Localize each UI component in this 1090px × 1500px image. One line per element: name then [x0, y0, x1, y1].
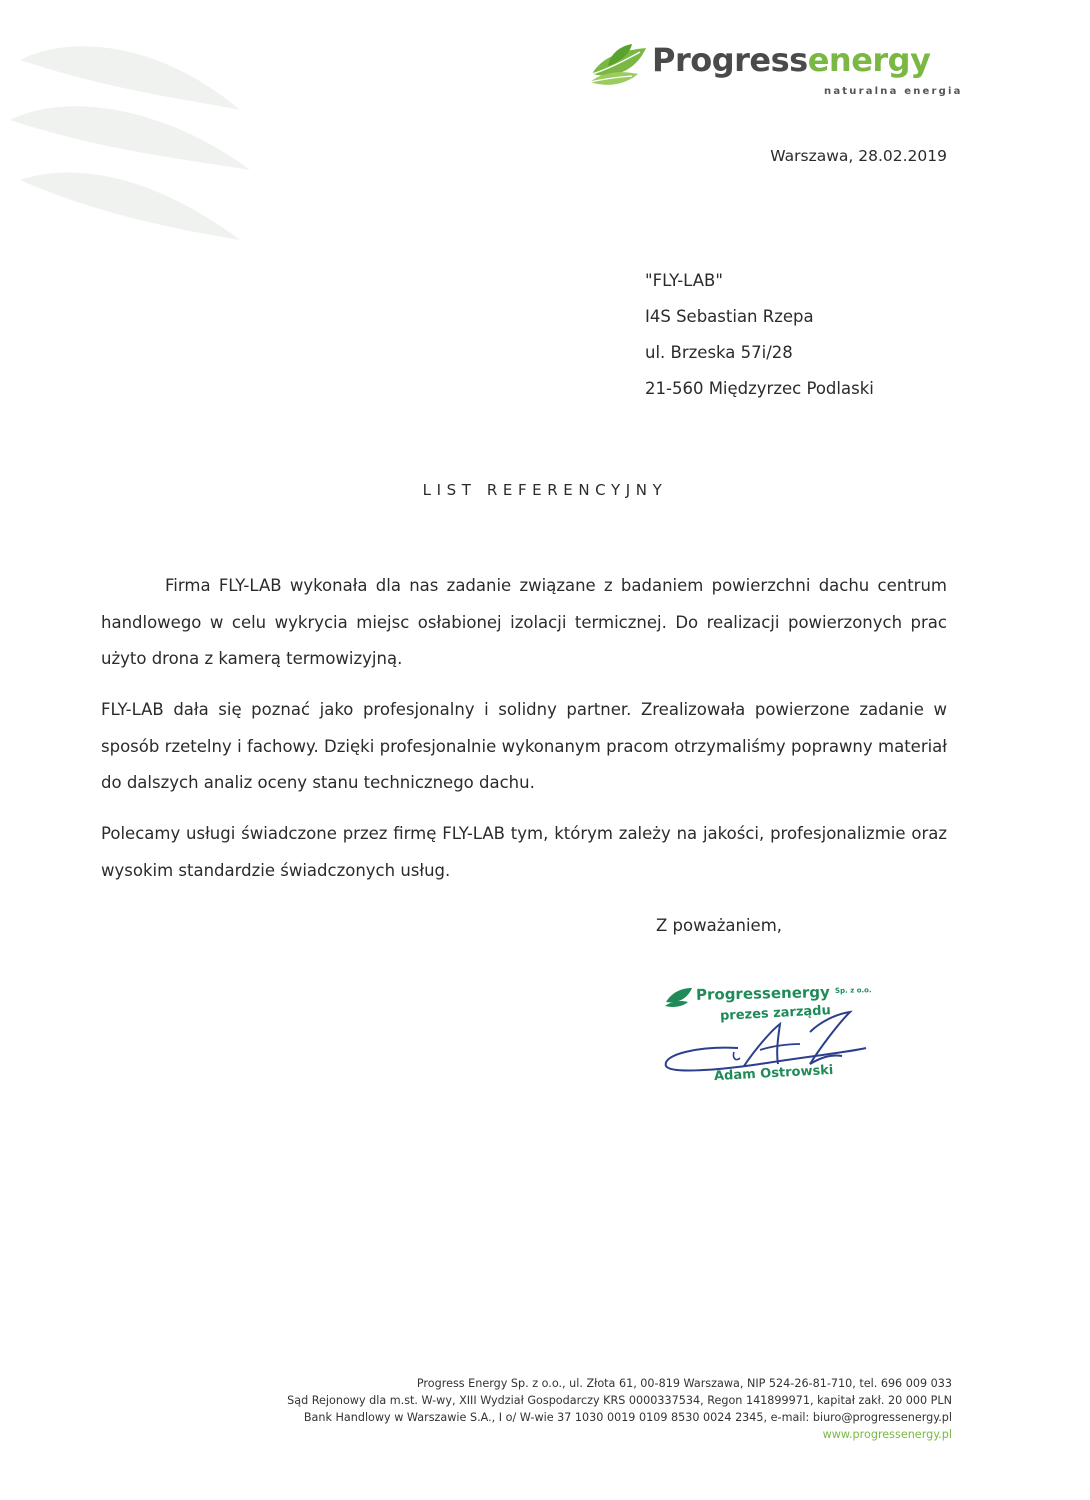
stamp-leaf-icon — [664, 986, 694, 1008]
stamp-brand — [696, 982, 872, 1004]
leaf-logo-icon — [588, 44, 650, 88]
footer-website: www.progressenergy.pl — [822, 1428, 952, 1441]
recipient-line: I4S Sebastian Rzepa — [645, 307, 814, 326]
footer-line: Bank Handlowy w Warszawie S.A., I o/ W-wie 37 1030 0019 0109 8530 0024 2345, e-mail: biuro@progressenergy.pl — [303, 1411, 952, 1424]
body-paragraph-1: Firma FLY-LAB wykonała dla nas zadanie związane z badaniem powierzchni dachu centrum handlowego w celu wykrycia miejsc osłabionej izolacji termicznej. Do realizacji powierzonych prac użyto drona z kamerą termowizyjną. — [101, 576, 947, 668]
letter-footer — [287, 1375, 952, 1443]
closing-salutation: Z poważaniem, — [656, 916, 783, 935]
leaf-watermark-icon — [0, 20, 270, 280]
letter-title: LIST REFERENCYJNY — [422, 481, 668, 499]
stamp-brand-name: Progressenergy — [695, 983, 830, 1004]
footer-line: Sąd Rejonowy dla m.st. W-wy, XIII Wydział Gospodarczy KRS 0000337534, Regon 141899971, kapitał zakł. 20 000 PLN — [287, 1394, 952, 1407]
company-stamp — [660, 978, 920, 1093]
logo-wordmark — [652, 41, 931, 79]
recipient-line: ul. Brzeska 57i/28 — [645, 343, 793, 362]
body-paragraph-2: FLY-LAB dała się poznać jako profesjonalny i solidny partner. Zrealizowała powierzone zadanie w sposób rzetelny i fachowy. Dzięki profesjonalnie wykonanym pracom otrzymaliśmy poprawny materiał do dalszych analiz oceny stanu technicznego dachu. — [101, 700, 947, 792]
logo-tagline: naturalna energia — [824, 86, 963, 97]
recipient-line: 21-560 Międzyrzec Podlaski — [645, 379, 874, 398]
recipient-line: "FLY-LAB" — [645, 271, 723, 290]
footer-line: Progress Energy Sp. z o.o., ul. Złota 61, 00-819 Warszawa, NIP 524-26-81-710, tel. 696 009 033 — [416, 1377, 952, 1390]
stamp-role: prezes zarządu — [719, 1003, 832, 1024]
logo-word-progress: Progress — [652, 41, 808, 79]
stamp-brand-suffix: Sp. z o.o. — [834, 986, 872, 995]
recipient-address — [645, 263, 874, 407]
place-and-date: Warszawa, 28.02.2019 — [770, 147, 947, 165]
company-logo — [588, 40, 968, 104]
stamp-signatory-name: Adam Ostrowski — [713, 1062, 834, 1085]
body-paragraph-3: Polecamy usługi świadczone przez firmę FLY-LAB tym, którym zależy na jakości, profesjonalizmie oraz wysokim standardzie świadczonych usług. — [101, 824, 947, 880]
logo-word-energy: energy — [807, 41, 931, 79]
